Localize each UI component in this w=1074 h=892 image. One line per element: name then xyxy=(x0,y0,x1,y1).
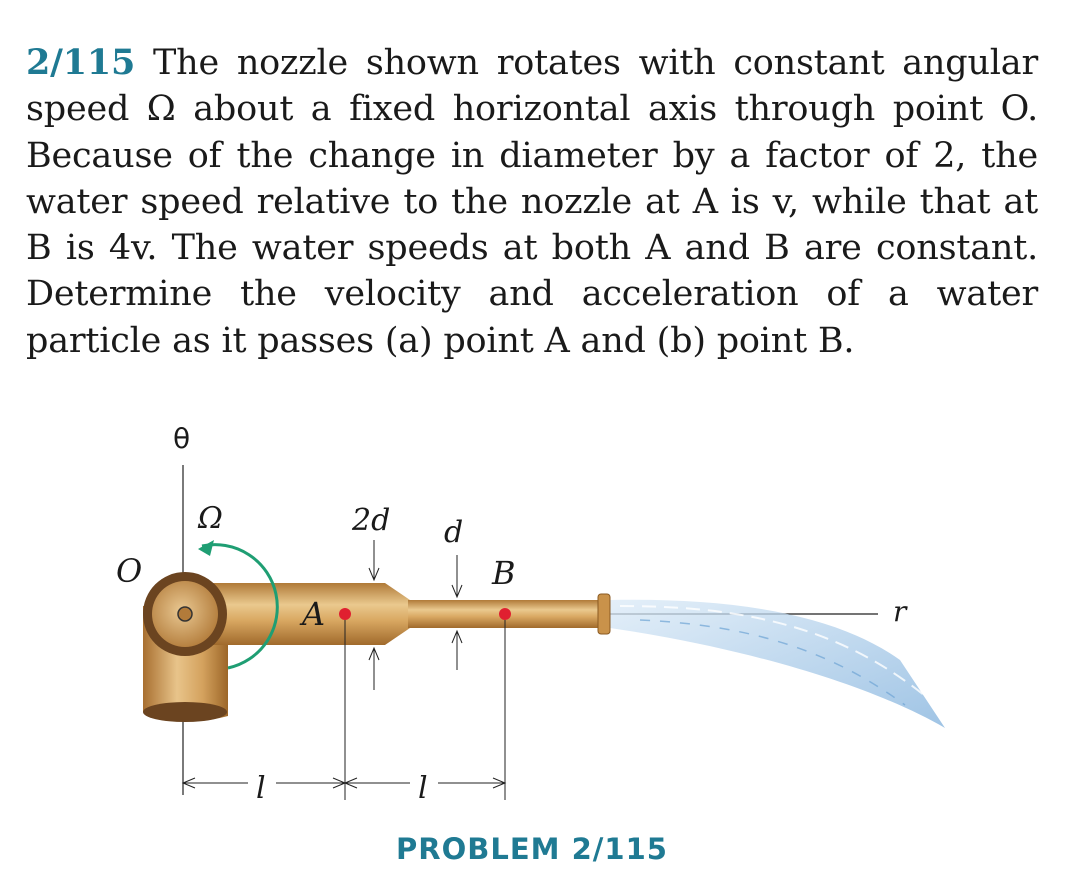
length-2-label: l xyxy=(418,771,428,806)
nozzle-end-cap xyxy=(598,594,610,634)
figure-caption: PROBLEM 2/115 xyxy=(396,832,668,866)
nozzle-figure xyxy=(0,400,1074,830)
point-a-label: A xyxy=(302,595,326,633)
origin-label: O xyxy=(116,552,143,590)
axis-pin xyxy=(178,607,192,621)
problem-number: 2/115 xyxy=(26,42,136,83)
point-b-label: B xyxy=(492,554,516,592)
theta-label: θ xyxy=(173,422,191,455)
diameter-d-label: d xyxy=(444,515,464,550)
omega-label: Ω xyxy=(198,501,223,536)
supply-pipe-opening xyxy=(143,702,227,722)
problem-body: The nozzle shown rotates with constant angular speed Ω about a fixed horizontal axis through point O. Because of the change in diameter by a factor of 2, the water speed relative to the nozzle at A is v, while that at B is 4v. The water speeds at both A and B are constant. Determine the velocity and acceleration of a water particle as it passes (a) point A and (b) point B. xyxy=(26,43,1038,361)
point-b-marker xyxy=(499,608,511,620)
length-1-label: l xyxy=(256,771,266,806)
problem-statement xyxy=(26,40,1038,364)
radial-axis-label: r xyxy=(893,595,907,628)
point-a-marker xyxy=(339,608,351,620)
diameter-2d-label: 2d xyxy=(352,503,391,538)
rotation-arrowhead xyxy=(198,540,214,556)
